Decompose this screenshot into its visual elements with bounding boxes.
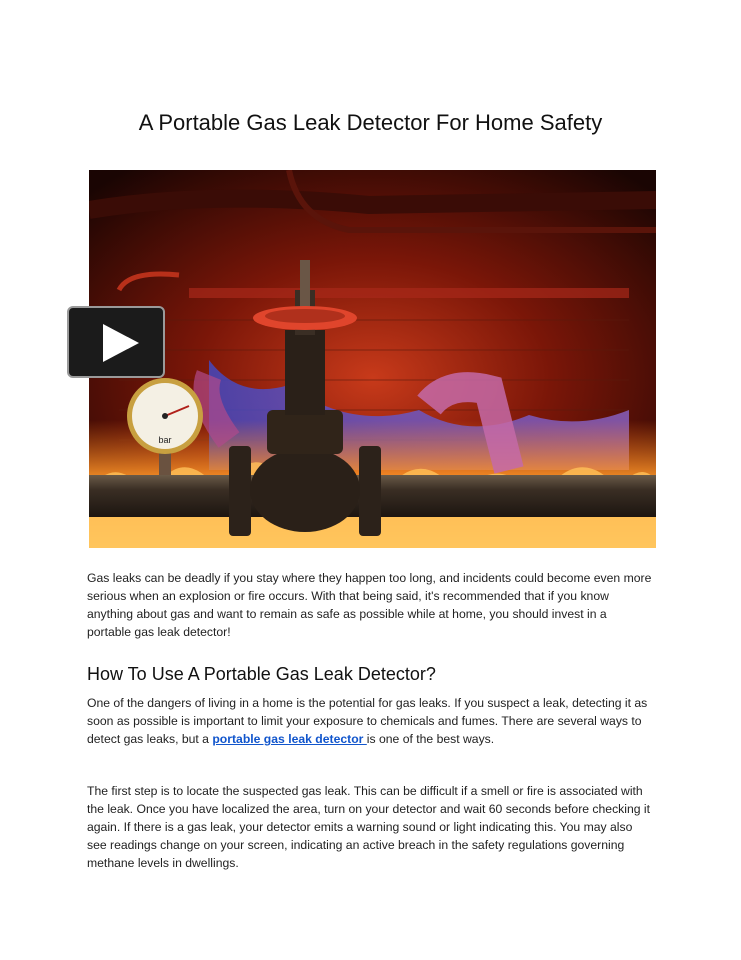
video-play-button[interactable]: [67, 306, 165, 378]
section-heading: How To Use A Portable Gas Leak Detector?: [87, 664, 436, 684]
paragraph-3: The first step is to locate the suspected gas leak. This can be difficult if a smell or fire is associated with the leak. Once you have localized the area, turn on your detector and wait 60 seconds before checking it again. If there is a gas leak, your detector emits a warning sound or light indicating this. You may also see readings change on your screen, indicating an active breach in the safety regulations governing methane levels in dwellings.: [87, 784, 650, 870]
gauge-unit-label: bar: [158, 435, 172, 445]
intro-paragraph: Gas leaks can be deadly if you stay where they happen too long, and incidents could become even more serious when an explosion or fire occurs. With that being said, it's recommended that if you know anything about gas and want to remain as safe as possible while at home, you should invest in a portable gas leak detector!: [87, 571, 652, 639]
paragraph-2-text-before-link: One of the dangers of living in a home is the potential for gas leaks. If you suspect a leak, detecting it as soon as possible is important to limit your exposure to chemicals and fumes. There are several ways to detect gas leaks, but a: [87, 696, 648, 746]
hero-image: [89, 170, 656, 548]
paragraph-2: [87, 694, 653, 748]
play-icon: [103, 324, 139, 362]
page-title: A Portable Gas Leak Detector For Home Safety: [138, 110, 603, 135]
paragraph-2-text-after-link: is one of the best ways.: [366, 732, 495, 746]
detector-link[interactable]: portable gas leak detector: [212, 732, 367, 746]
